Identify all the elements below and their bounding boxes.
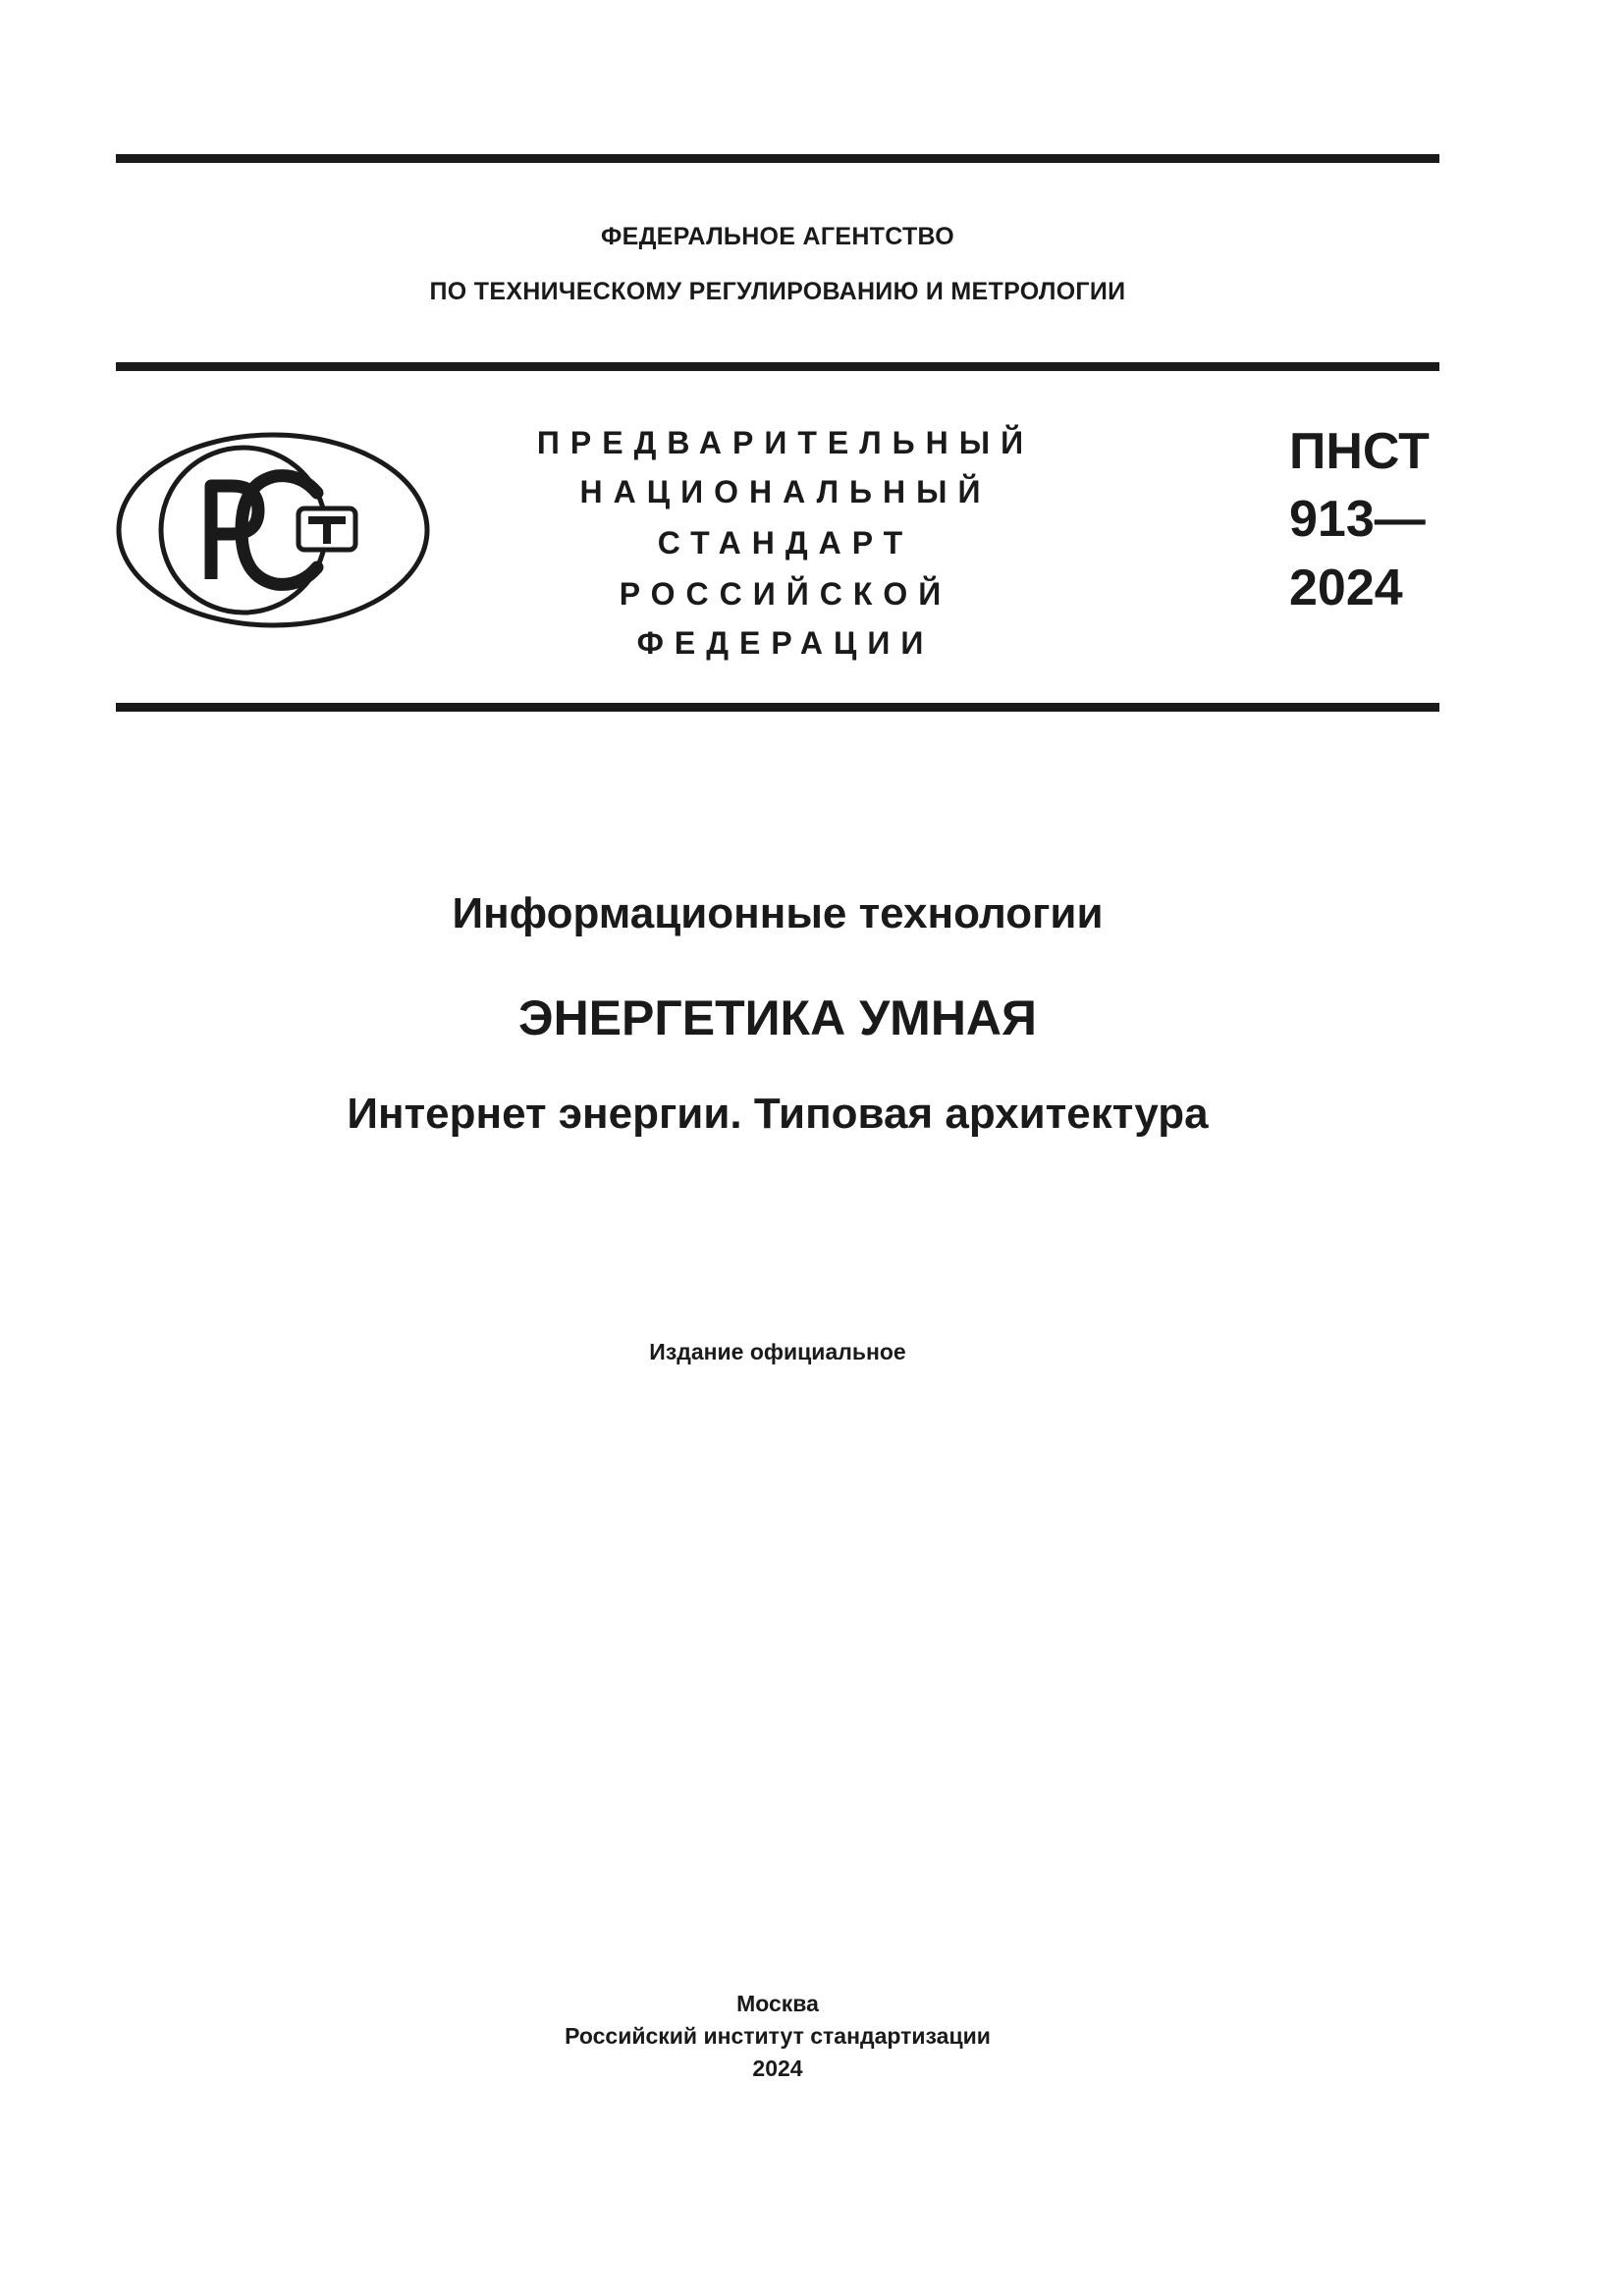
standard-type-line-3: СТАНДАРТ	[657, 525, 914, 561]
publisher-city: Москва	[736, 1991, 819, 2016]
standard-type-line-4: РОССИЙСКОЙ	[619, 576, 952, 612]
standard-type-line-1: ПРЕДВАРИТЕЛЬНЫЙ	[536, 425, 1035, 460]
edition-label: Издание официальное	[649, 1339, 906, 1364]
standard-type-line-5: ФЕДЕРАЦИИ	[636, 625, 935, 661]
agency-line-2: ПО ТЕХНИЧЕСКОМУ РЕГУЛИРОВАНИЮ И МЕТРОЛОГИИ	[429, 278, 1126, 305]
publisher-year: 2024	[752, 2056, 803, 2081]
publisher-name: Российский институт стандартизации	[565, 2023, 991, 2049]
top-rule	[116, 154, 1439, 163]
title-line-3: Интернет энергии. Типовая архитектура	[347, 1090, 1209, 1138]
designation-year: 2024	[1289, 560, 1403, 616]
header-divider-rule	[116, 362, 1439, 371]
title-line-1: Информационные технологии	[452, 889, 1104, 937]
header-bottom-rule	[116, 703, 1439, 712]
designation-number: 913—	[1289, 491, 1426, 548]
rst-emblem-icon	[116, 432, 430, 628]
title-line-2: ЭНЕРГЕТИКА УМНАЯ	[518, 990, 1037, 1045]
designation-prefix: ПНСТ	[1289, 423, 1430, 480]
agency-line-1: ФЕДЕРАЛЬНОЕ АГЕНТСТВО	[600, 223, 955, 250]
standard-type-line-2: НАЦИОНАЛЬНЫЙ	[579, 474, 992, 509]
